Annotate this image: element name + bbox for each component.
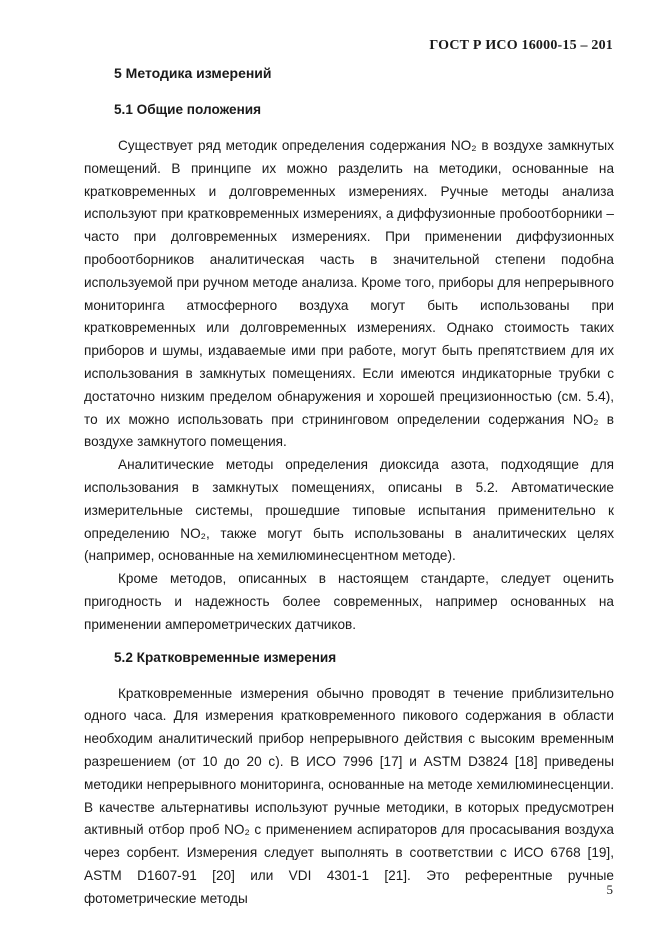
section-5-1-paragraph-2: Аналитические методы определения диоксида азота, подходящие для использования в замкнутых помещениях, описаны в 5.2. Автоматические измерительные системы, прошедшие типовые испытания применительно к определению NO₂, также могут быть использованы в аналитических целях (например, основанные на хемилюминесцентном методе). (84, 457, 614, 564)
page-number: 5 (606, 882, 613, 897)
section-spacer (84, 637, 614, 647)
section-5-1-paragraph-3: Кроме методов, описанных в настоящем стандарте, следует оценить пригодность и надежность более современных, например основанных на применении амперометрических датчиков. (84, 571, 614, 632)
section-5-1-heading: 5.1 Общие положения (114, 102, 262, 117)
document-standard-code: ГОСТ Р ИСО 16000-15 – 201 (429, 38, 613, 53)
section-5-1-paragraph-1: Существует ряд методик определения содержания NO₂ в воздухе замкнутых помещений. В принципе их можно разделить на методики, основанные на кратковременных и долговременных измерениях. Ручные методы анализа используют при кратковременных измерениях, а диффузионные пробоотборники – часто при долговременных измерениях. При применении диффузионных пробоотборников аналитическая часть в значительной степени подобна используемой при ручном методе анализа. Кроме того, приборы для непрерывного мониторинга атмосферного воздуха могут быть использованы при кратковременных или долговременных измерениях. Однако стоимость таких приборов и шумы, издаваемые ими при работе, могут быть препятствием для их использования в замкнутых помещениях. Если имеются индикаторные трубки с достаточно низким пределом обнаружения и хорошей прецизионностью (см. 5.4), то их можно использовать при стрининговом определении содержания NO₂ в воздухе замкнутого помещения. (84, 138, 614, 450)
section-5-heading: 5 Методика измерений (114, 65, 272, 81)
document-body (84, 62, 614, 911)
section-5-2-heading: 5.2 Кратковременные измерения (114, 649, 337, 665)
section-5-2-paragraph-1: Кратковременные измерения обычно проводят в течение приблизительно одного часа. Для измерения кратковременного пикового содержания в области необходим аналитический прибор непрерывного действия с высоким временным разрешением (от 10 до 20 с). В ИСО 7996 [17] и ASTM D3824 [18] приведены методики непрерывного мониторинга, основанные на методе хемилюминесценции. В качестве альтернативы используют ручные методики, в которых предусмотрен активный отбор проб NO₂ с применением аспираторов для просасывания воздуха через сорбент. Измерения следует выполнять в соответствии с ИСО 6768 [19], ASTM D1607-91 [20] или VDI 4301-1 [21]. Это референтные ручные фотометрические методы (84, 685, 614, 906)
